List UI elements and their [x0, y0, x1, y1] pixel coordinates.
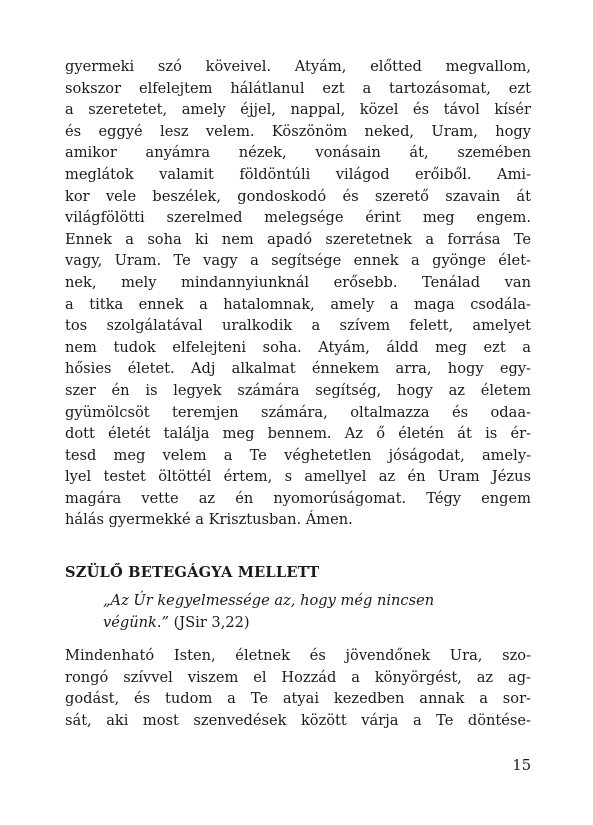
- quote-reference: (JSir 3,22): [168, 613, 250, 631]
- text-line: tos szolgálatával uralkodik a szívem felett, amelyet: [65, 317, 531, 335]
- text-line: lyel testet öltöttél értem, s amellyel az én Uram Jézus: [65, 468, 531, 486]
- text-line: vagy, Uram. Te vagy a segítsége ennek a gyönge élet-: [65, 252, 531, 270]
- text-line: nem tudok elfelejteni soha. Atyám, áldd meg ezt a: [65, 338, 531, 356]
- text-line: sát, aki most szenvedések között várja a Te döntése-: [65, 712, 531, 730]
- text-line: gyermeki szó köveivel. Atyám, előtted megvallom,: [65, 58, 531, 75]
- text-line: sokszor elfelejtem hálátlanul ezt a tartozásomat, ezt: [65, 79, 531, 97]
- text-line: és eggyé lesz velem. Köszönöm neked, Uram, hogy: [65, 122, 531, 140]
- quote-line-1: „Az Úr kegyelmessége az, hogy még nincsen: [103, 592, 435, 610]
- text-line: godást, és tudom a Te atyai kezedben annak a sor-: [65, 690, 531, 708]
- text-line: tesd meg velem a Te véghetetlen jóságodat, amely-: [65, 446, 531, 464]
- text-line: gyümölcsöt teremjen számára, oltalmazza és odaa-: [65, 403, 531, 421]
- text-line: magára vette az én nyomorúságomat. Tégy engem: [65, 489, 531, 507]
- text-line: Ennek a soha ki nem apadó szeretetnek a forrása Te: [65, 230, 531, 248]
- text-line: hálás gyermekké a Krisztusban. Ámen.: [65, 511, 353, 529]
- text-line: dott életét találja meg bennem. Az ő életén át is ér-: [65, 425, 531, 443]
- text-line: a titka ennek a hatalomnak, amely a maga csodála-: [65, 295, 531, 313]
- page-number: 15: [512, 757, 531, 774]
- page-content: [65, 56, 531, 732]
- text-line: szer én is legyek számára segítség, hogy az életem: [65, 381, 531, 399]
- text-line: Mindenható Isten, életnek és jövendőnek Ura, szo-: [65, 647, 531, 665]
- scripture-quote: [103, 590, 531, 633]
- quote-line-2: [103, 612, 531, 634]
- text-line: amikor anyámra nézek, vonásain át, szemében: [65, 144, 531, 162]
- quote-italic-end: végünk.”: [103, 613, 169, 631]
- text-line: a szeretetet, amely éjjel, nappal, közel és távol kísér: [65, 101, 531, 119]
- text-line: világfölötti szerelmed melegsége érint meg engem.: [65, 209, 531, 227]
- text-line: hősies életet. Adj alkalmat énnekem arra, hogy egy-: [65, 360, 531, 378]
- section-heading: SZÜLŐ BETEGÁGYA MELLETT: [65, 564, 320, 582]
- text-line: kor vele beszélek, gondoskodó és szerető szavain át: [65, 187, 531, 205]
- text-line: rongó szívvel viszem el Hozzád a könyörgést, az ag-: [65, 668, 531, 686]
- text-line: nek, mely mindannyiunknál erősebb. Tenálad van: [65, 273, 531, 291]
- paragraph-prayer-sickbed: [65, 645, 531, 731]
- paragraph-prayer-mother: [65, 56, 531, 531]
- text-line: meglátok valamit földöntúli világod erőiből. Ami-: [65, 165, 531, 183]
